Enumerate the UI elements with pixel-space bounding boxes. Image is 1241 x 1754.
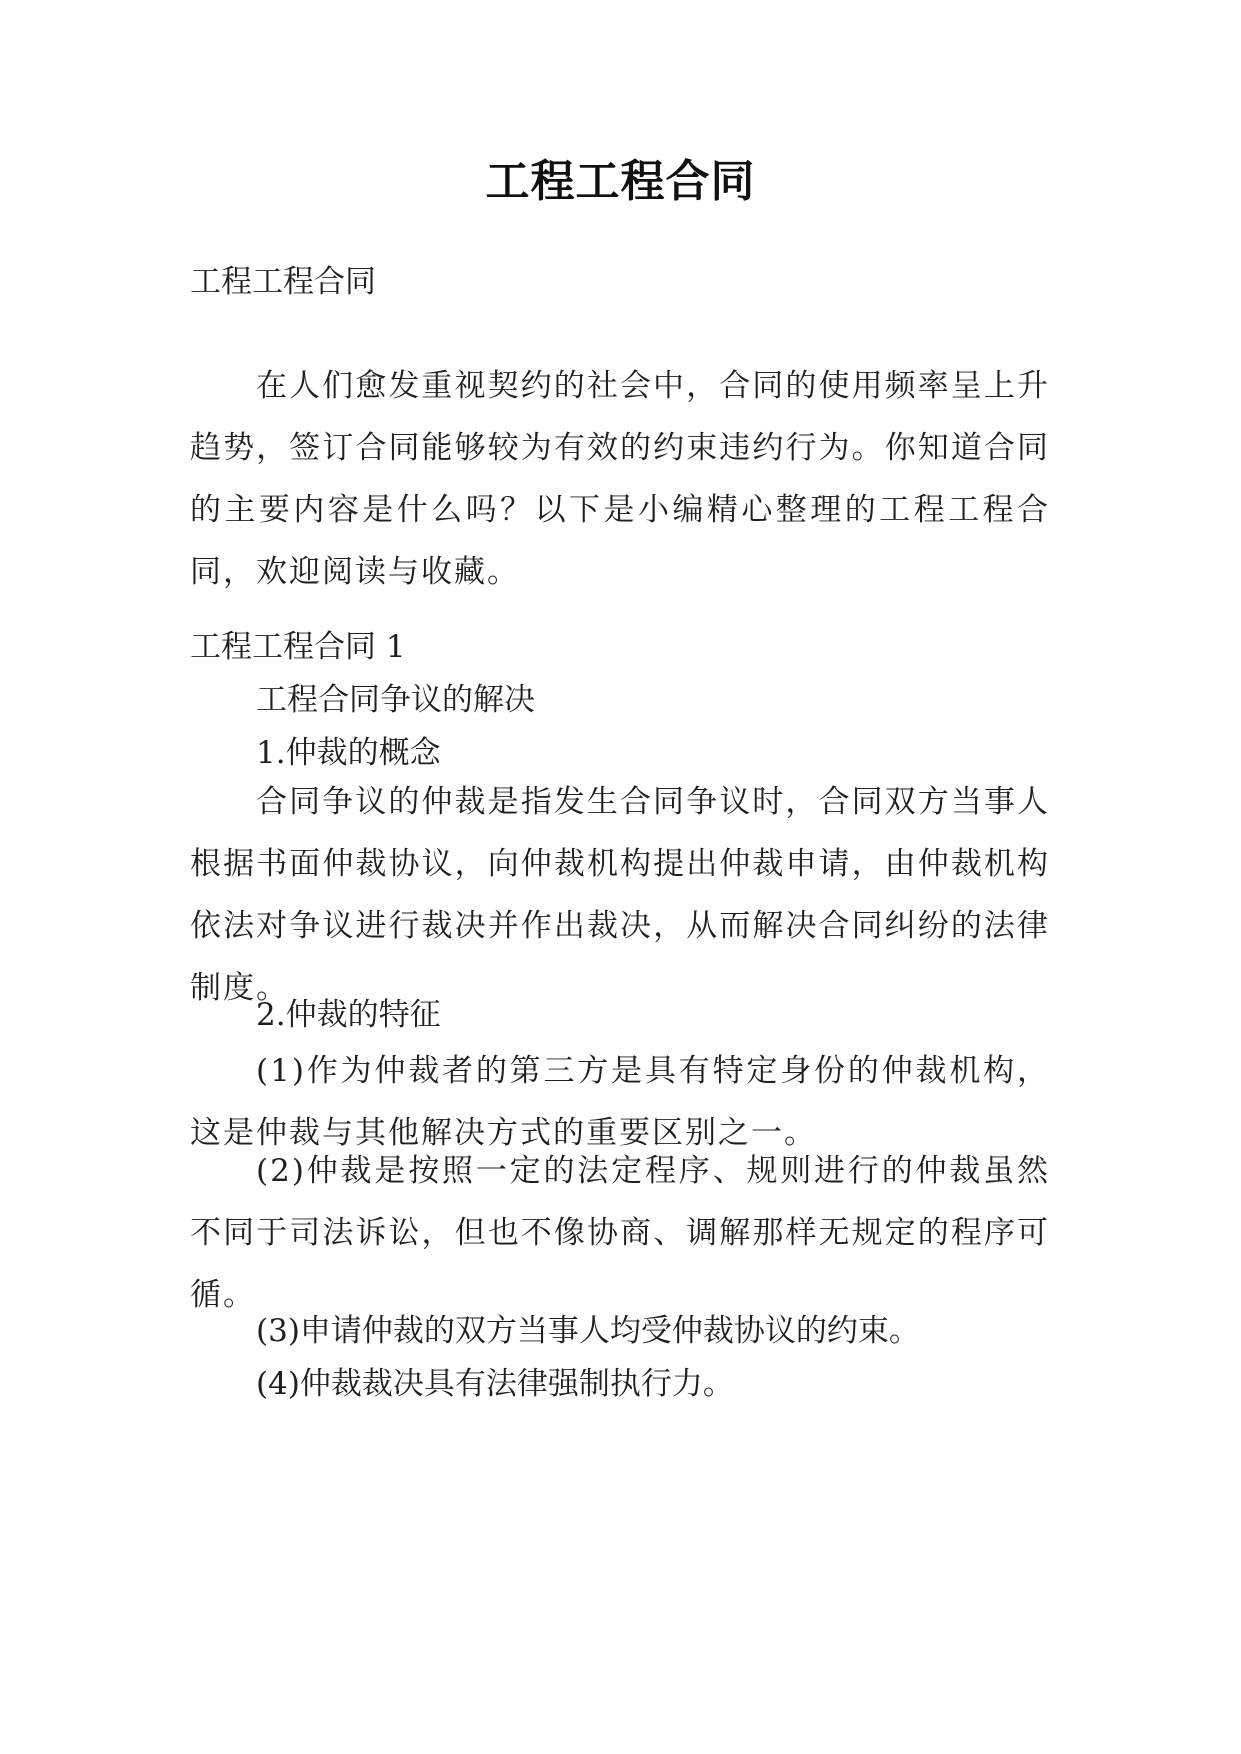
feature-point-4: (4)仲裁裁决具有法律强制执行力。 bbox=[256, 1366, 734, 1402]
section-subheading: 工程合同争议的解决 bbox=[256, 682, 535, 718]
item-heading-features: 2.仲裁的特征 bbox=[256, 997, 441, 1033]
document-subtitle: 工程工程合同 bbox=[190, 264, 376, 300]
feature-point-1: (1)作为仲裁者的第三方是具有特定身份的仲裁机构，这是仲裁与其他解决方式的重要区别之一。 bbox=[190, 1053, 1050, 1151]
intro-paragraph: 在人们愈发重视契约的社会中，合同的使用频率呈上升趋势，签订合同能够较为有效的约束违约行为。你知道合同的主要内容是什么吗？以下是小编精心整理的工程工程合同，欢迎阅读与收藏。 bbox=[190, 368, 1050, 590]
item-heading-concept: 1.仲裁的概念 bbox=[256, 735, 441, 771]
feature-point-3: (3)申请仲裁的双方当事人均受仲裁协议的约束。 bbox=[256, 1313, 920, 1349]
feature-point-2: (2)仲裁是按照一定的法定程序、规则进行的仲裁虽然不同于司法诉讼，但也不像协商、调解那样无规定的程序可循。 bbox=[190, 1153, 1050, 1313]
section-heading: 工程工程合同 1 bbox=[190, 629, 406, 665]
document-title: 工程工程合同 bbox=[485, 156, 756, 207]
item-body-concept: 合同争议的仲裁是指发生合同争议时，合同双方当事人根据书面仲裁协议，向仲裁机构提出仲裁申请，由仲裁机构依法对争议进行裁决并作出裁决，从而解决合同纠纷的法律制度。 bbox=[190, 784, 1050, 1006]
